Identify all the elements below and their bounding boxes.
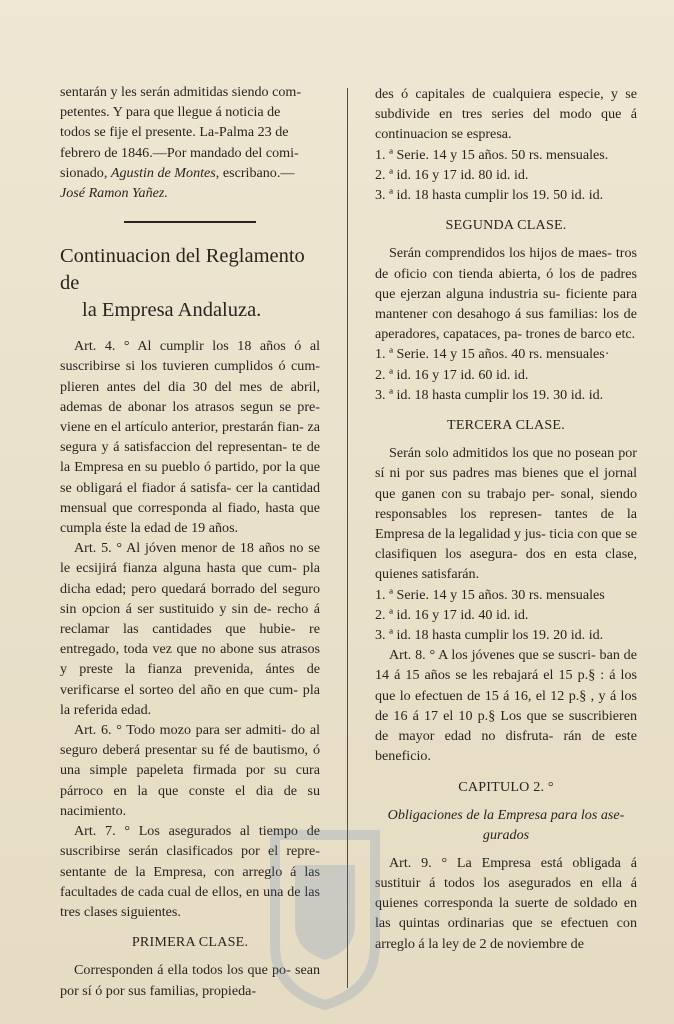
text-line: re entregado, toda vez que no abone sus	[60, 621, 320, 658]
text-line: dia de su nacimiento.	[60, 782, 321, 819]
title-line-1: Continuacion del Reglamento de	[60, 245, 305, 295]
series-line: 1. ª Serie. 14 y 15 años. 50 rs. mensuales.	[375, 146, 609, 163]
text-line: febrero de 1846.—Por mandado del comi-	[60, 144, 299, 161]
text-line: bautismo, ó una simple papeleta firmada	[60, 742, 320, 779]
article-9	[375, 853, 637, 954]
text-line: petentes. Y para que llegue á noticia de	[60, 104, 281, 121]
text-line: Art. 4. ° Al cumplir los 18 años ó al	[74, 338, 320, 355]
text-line: Corresponden á ella todos los que po-	[74, 962, 291, 979]
series-line: 2. ª id. 16 y 17 id. 80 id. id.	[375, 166, 529, 183]
title-line-2: la Empresa Andaluza.	[82, 299, 262, 322]
text-line: de las tres clases siguientes.	[60, 883, 320, 920]
text-line: sionado, Agustin de Montes, escribano.—	[60, 164, 295, 181]
article-6	[60, 720, 320, 821]
text-line: ticia con que se clasifiquen los asegura-	[375, 526, 637, 563]
text-line: Serán comprendidos los hijos de maes-	[389, 245, 612, 262]
text-line: cer la cantidad mensual que corresponda	[60, 479, 321, 516]
text-line: plieren antes del dia 30 del mes de abril,	[60, 378, 320, 395]
article-4	[60, 336, 320, 538]
tercera-clase-text	[375, 443, 637, 584]
text-line: pla dicha edad; pero quedará borrado del	[60, 560, 320, 597]
series-line: 1. ª Serie. 14 y 15 años. 40 rs. mensuales·	[375, 346, 610, 363]
heading-capitulo-2: CAPITULO 2. °	[458, 778, 554, 795]
text-line: trones de barco etc.	[525, 326, 636, 343]
series-line: 3. ª id. 18 hasta cumplir los 19. 30 id. id.	[375, 386, 604, 403]
text-line: Art. 7. ° Los asegurados al tiempo de	[74, 823, 320, 840]
heading-primera-clase: PRIMERA CLASE.	[131, 934, 249, 951]
series-line: 3. ª id. 18 hasta cumplir los 19. 50 id. id.	[375, 187, 604, 204]
article-5	[60, 538, 320, 720]
heading-segunda-clase: SEGUNDA CLASE.	[445, 217, 567, 234]
text-line: en las quintas ordinarias que se efectuen	[375, 895, 637, 932]
text-line: za segura y á satisfaccion del representan-	[60, 419, 320, 456]
text-line: Art. 5. ° Al jóven menor de 18 años no	[74, 540, 304, 557]
text-line: sonal, siendo responsables los represen-	[375, 485, 637, 522]
section-title	[60, 243, 320, 324]
text-line: el jornal que ganen con su trabajo per-	[375, 465, 637, 502]
subheading-line-2: gurados	[482, 826, 530, 843]
text-line: ban de 14 á 15 años se les rebajará el 15	[375, 647, 637, 684]
text-line: recho á reclamar las cantidades que hubie-	[60, 600, 321, 638]
text-line: con arreglo á la ley de 2 de noviembre de	[375, 915, 637, 952]
series-line: 1. ª Serie. 14 y 15 años. 30 rs. mensuales	[375, 586, 605, 603]
text-line: Art. 9. ° La Empresa está obligada á	[389, 854, 637, 871]
text-line: do al seguro deberá presentar su fé de	[60, 722, 320, 759]
text-line: se le ecsijirá fianza alguna hasta que cum-	[60, 540, 320, 577]
series-list-2	[375, 344, 637, 405]
text-line: sentante de la Empresa, con arreglo á las	[60, 863, 320, 880]
italic-name: Agustin de Montes	[110, 164, 216, 181]
signature-line: José Ramon Yañez.	[60, 185, 168, 202]
right-column	[375, 84, 637, 954]
left-column	[60, 82, 320, 1001]
series-line: 2. ª id. 16 y 17 id. 60 id. id.	[375, 366, 529, 383]
text-line: te de la Empresa en su pueblo ó partido,	[60, 439, 321, 476]
segunda-clase-text	[375, 243, 637, 344]
article-7	[60, 821, 320, 922]
column-divider	[347, 88, 348, 988]
series-list-3	[375, 585, 637, 646]
text-line: padres que ejerzan alguna industria su-	[375, 265, 637, 302]
text-line: seguro sin opcion á ser sustituido y sin de-	[60, 580, 320, 617]
text-line: quienes corresponda la suerte de soldado	[375, 895, 618, 912]
text-line: por la que se obligará el fiador á satisfa-	[60, 459, 320, 496]
article-8	[375, 645, 637, 766]
text-line: sentarán y les serán admitidas siendo com-	[60, 84, 302, 100]
primera-clase-text	[60, 960, 320, 1000]
text-line: 19 años.	[191, 520, 239, 537]
text-line: Art. 8. ° A los jóvenes que se suscri-	[389, 647, 596, 664]
text-line: sean por sí ó por sus familias, propieda-	[60, 962, 320, 999]
text-line: se subdivide en tres series del modo que	[375, 86, 637, 123]
text-line: atrasos y preste la fianza prevenida, ántes	[60, 641, 320, 678]
text-line: familias: los de aperadores, capataces, pa-	[375, 306, 637, 343]
text-line: todos se fije el presente. La-Palma 23 de	[60, 124, 289, 141]
text-line: dos en esta clase, quienes satisfarán.	[375, 546, 637, 583]
text-line: sustituir á todos los asegurados en ella á	[375, 874, 637, 891]
series-list-1	[375, 145, 637, 206]
text-line: facultades de cada cual de ellos, en una	[60, 883, 284, 900]
text-line: de verificarse el sorteo del año en que cum-	[60, 661, 320, 698]
series-line: 3. ª id. 18 hasta cumplir los 19. 20 id. id.	[375, 627, 604, 644]
text-line: por sí ni por sus padres mas bienes que	[375, 445, 637, 482]
text-line: ficiente para mantener con desahogo á sus	[375, 285, 637, 323]
text-line: á continuacion se espresa.	[375, 106, 637, 143]
text-line: suscribirse serán clasificados por el repre-	[60, 843, 320, 860]
text-line: ademas de abonar los atrasos segun se pre-	[60, 398, 320, 415]
heading-obligaciones	[375, 805, 637, 845]
text-line: Serán solo admitidos los que no posean	[389, 445, 615, 462]
heading-tercera-clase: TERCERA CLASE.	[447, 417, 565, 434]
series-line: 2. ª id. 16 y 17 id. 40 id. id.	[375, 606, 529, 623]
text-line: p.§ , y á los de 16 á 17 el 10 p.§ Los que	[375, 687, 638, 724]
text-line: des ó capitales de cualquiera especie, y	[375, 86, 618, 102]
text-line: pla la referida edad.	[60, 681, 321, 718]
text-line: al fiado, hasta que cumpla éste la edad de	[60, 499, 320, 537]
text-line: por su cura párroco en la que conste el	[60, 762, 320, 799]
text-line: p.§ : á los que lo efectuen de 15 á 16, el 12	[375, 667, 638, 704]
intro-paragraph	[60, 82, 320, 203]
text-line: tros de oficio con tienda abierta, ó los de	[375, 245, 637, 282]
continuation-paragraph	[375, 84, 637, 145]
text-line: se suscribieren de mayor edad no disfruta-	[375, 707, 638, 745]
text-line: rán de este beneficio.	[375, 728, 637, 765]
text-line: suscribirse si los tuvieren cumplidos ó cum-	[60, 358, 320, 375]
text-line: viene en el artículo anterior, prestarán fian-	[60, 419, 304, 436]
text-line: tantes de la Empresa de la legalidad y jus-	[375, 505, 637, 543]
text-line: Art. 6. ° Todo mozo para ser admiti-	[74, 722, 287, 739]
section-separator	[124, 221, 256, 223]
subheading-line-1: Obligaciones de la Empresa para los ase-	[387, 806, 625, 823]
